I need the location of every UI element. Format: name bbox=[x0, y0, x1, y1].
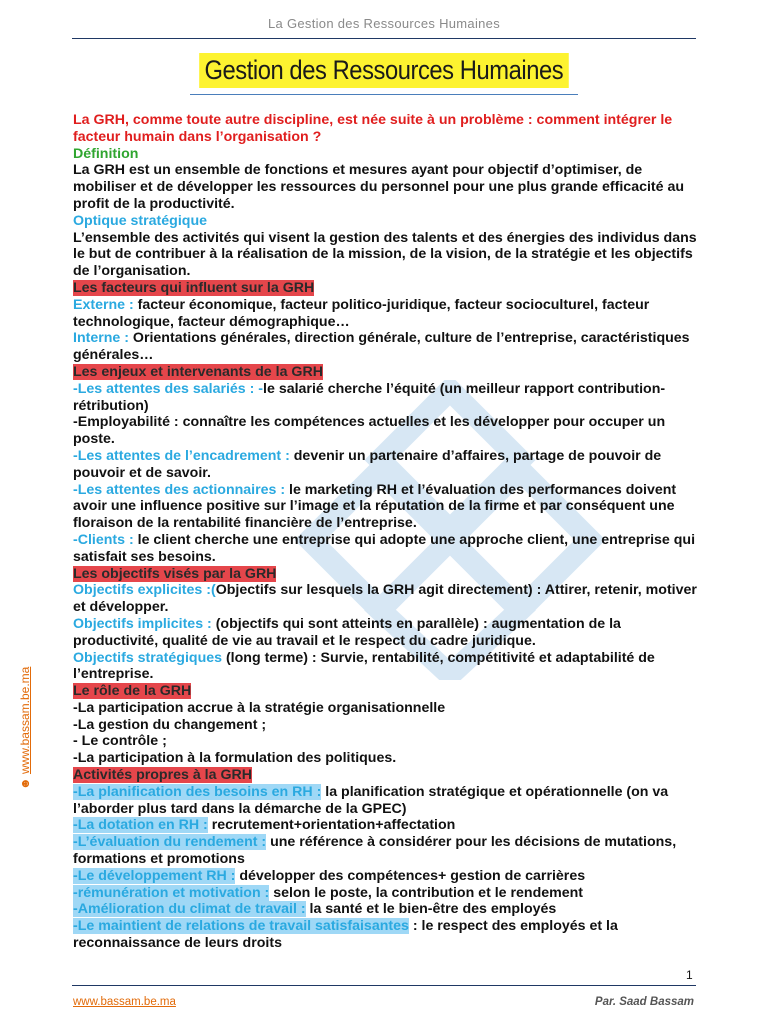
encadrement-text: devenir un partenaire d’affaires, partage de pouvoir de pouvoir et de savoir. bbox=[73, 447, 662, 481]
activite-label: -Amélioration du climat de travail : bbox=[73, 901, 306, 918]
interne-text: Orientations générales, direction générale, culture de l’entreprise, caractéristiques générales… bbox=[73, 330, 690, 364]
externe-paragraph bbox=[73, 297, 698, 331]
externe-text: facteur économique, facteur politico-juridique, facteur socioculturel, facteur technologique, facteur démographique… bbox=[73, 296, 650, 330]
activite-item bbox=[73, 885, 698, 902]
employabilite-text: -Employabilité : connaître les compétences actuelles et les développer pour occuper un poste. bbox=[73, 414, 666, 448]
actionnaires-label: -Les attentes des actionnaires : bbox=[73, 481, 286, 498]
sidebar-url[interactable]: www.bassam.be.ma bbox=[18, 666, 32, 775]
explicites-text: Objectifs sur lesquels la GRH agit directement) : Attirer, retenir, motiver et développer. bbox=[73, 582, 697, 616]
role-item: - Le contrôle ; bbox=[73, 733, 167, 750]
running-header: La Gestion des Ressources Humaines bbox=[267, 16, 501, 31]
activites-heading: Activités propres à la GRH bbox=[73, 767, 252, 784]
activite-item bbox=[73, 834, 698, 868]
explicites-paragraph bbox=[73, 582, 698, 616]
strategiques-label: Objectifs stratégiques bbox=[73, 649, 223, 666]
activite-item bbox=[73, 918, 698, 952]
activite-text: la santé et le bien-être des employés bbox=[305, 901, 557, 918]
encadrement-label: -Les attentes de l’encadrement : bbox=[73, 447, 290, 464]
strategiques-text: (long terme) : Survie, rentabilité, compétitivité et adaptabilité de l’entreprise. bbox=[73, 649, 655, 683]
role-item: -La participation à la formulation des politiques. bbox=[73, 750, 397, 767]
optique-text: L’ensemble des activités qui visent la gestion des talents et des énergies des individus dans le but de contribuer à la réalisation de la mission, de la vision, de la stratégie et les objectifs de l’organisation. bbox=[73, 229, 697, 280]
intro-text: La GRH, comme toute autre discipline, est née suite à un problème : comment intégrer le facteur humain dans l’organisation ? bbox=[73, 112, 673, 145]
enjeux-heading: Les enjeux et intervenants de la GRH bbox=[73, 363, 323, 380]
footer-rule bbox=[72, 985, 696, 986]
activite-label: -Le développement RH : bbox=[73, 867, 236, 884]
clients-paragraph bbox=[73, 532, 698, 566]
externe-label: Externe : bbox=[73, 296, 134, 313]
bullet-icon: ☻ bbox=[18, 774, 32, 790]
salaries-label: -Les attentes des salariés : - bbox=[73, 380, 264, 397]
activite-text: selon le poste, la contribution et le rendement bbox=[269, 884, 584, 901]
actionnaires-text: le marketing RH et l’évaluation des performances doivent avoir une influence positive sur l’image et la réputation de la firme et par conséquent une floraison de la rentabilité financière de l’entreprise. bbox=[73, 481, 677, 532]
objectifs-heading: Les objectifs visés par la GRH bbox=[73, 565, 277, 582]
optique-heading: Optique stratégique bbox=[73, 212, 208, 229]
activite-text: la planification stratégique et opérationnelle (on va l’aborder plus tard dans la démarche de la GPEC) bbox=[73, 783, 669, 817]
activite-label: -L’évaluation du rendement : bbox=[73, 834, 267, 851]
salaries-text: le salarié cherche l’équité (un meilleur rapport contribution-rétribution) bbox=[73, 380, 666, 414]
role-item: -La gestion du changement ; bbox=[73, 716, 267, 733]
document-title: Gestion des Ressources Humaines bbox=[199, 53, 568, 88]
activite-text: développer des compétences+ gestion de carrières bbox=[235, 867, 586, 884]
activite-label: -La planification des besoins en RH : bbox=[73, 783, 322, 800]
sidebar-link[interactable] bbox=[18, 667, 32, 790]
encadrement-paragraph bbox=[73, 448, 698, 482]
role-heading: Le rôle de la GRH bbox=[73, 683, 192, 700]
implicites-paragraph bbox=[73, 616, 698, 650]
implicites-text: (objectifs qui sont atteints en parallèle) : augmentation de la productivité, qualité de vie au travail et le respect du cadre juridique. bbox=[73, 615, 621, 649]
activite-item bbox=[73, 868, 698, 885]
definition-heading: Définition bbox=[73, 145, 139, 162]
title-wrap bbox=[0, 53, 768, 88]
activite-item bbox=[73, 784, 698, 818]
interne-paragraph bbox=[73, 330, 698, 364]
page-number: 1 bbox=[686, 968, 693, 982]
definition-text: La GRH est un ensemble de fonctions et mesures ayant pour objectif d’optimiser, de mobiliser et de développer les ressources du personnel pour une plus grande efficacité au profit de la productivité. bbox=[73, 162, 685, 212]
clients-text: le client cherche une entreprise qui adopte une approche client, une entreprise qui satisfait ses besoins. bbox=[73, 531, 696, 565]
actionnaires-paragraph bbox=[73, 482, 698, 532]
footer-link[interactable]: www.bassam.be.ma bbox=[73, 996, 176, 1008]
title-underline bbox=[190, 94, 578, 95]
activite-label: -Le maintient de relations de travail satisfaisantes bbox=[73, 918, 409, 935]
clients-label: -Clients : bbox=[73, 531, 134, 548]
activite-item bbox=[73, 817, 698, 834]
salaries-paragraph bbox=[73, 381, 698, 415]
activite-label: -La dotation en RH : bbox=[73, 817, 208, 834]
activite-label: -rémunération et motivation : bbox=[73, 884, 270, 901]
activite-text: recrutement+orientation+affectation bbox=[207, 817, 456, 834]
footer-author: Par. Saad Bassam bbox=[594, 996, 694, 1008]
activite-text: une référence à considérer pour les décisions de mutations, formations et promotions bbox=[73, 834, 677, 868]
document-body bbox=[73, 112, 698, 952]
activite-item bbox=[73, 901, 698, 918]
interne-label: Interne : bbox=[73, 330, 129, 347]
activite-text: : le respect des employés et la reconnaissance de leurs droits bbox=[73, 918, 618, 952]
header-rule bbox=[72, 38, 696, 39]
role-item: -La participation accrue à la stratégie organisationnelle bbox=[73, 699, 446, 716]
explicites-label: Objectifs explicites :( bbox=[73, 582, 216, 599]
implicites-label: Objectifs implicites : bbox=[73, 615, 212, 632]
facteurs-heading: Les facteurs qui influent sur la GRH bbox=[73, 279, 315, 296]
strategiques-paragraph bbox=[73, 650, 698, 684]
